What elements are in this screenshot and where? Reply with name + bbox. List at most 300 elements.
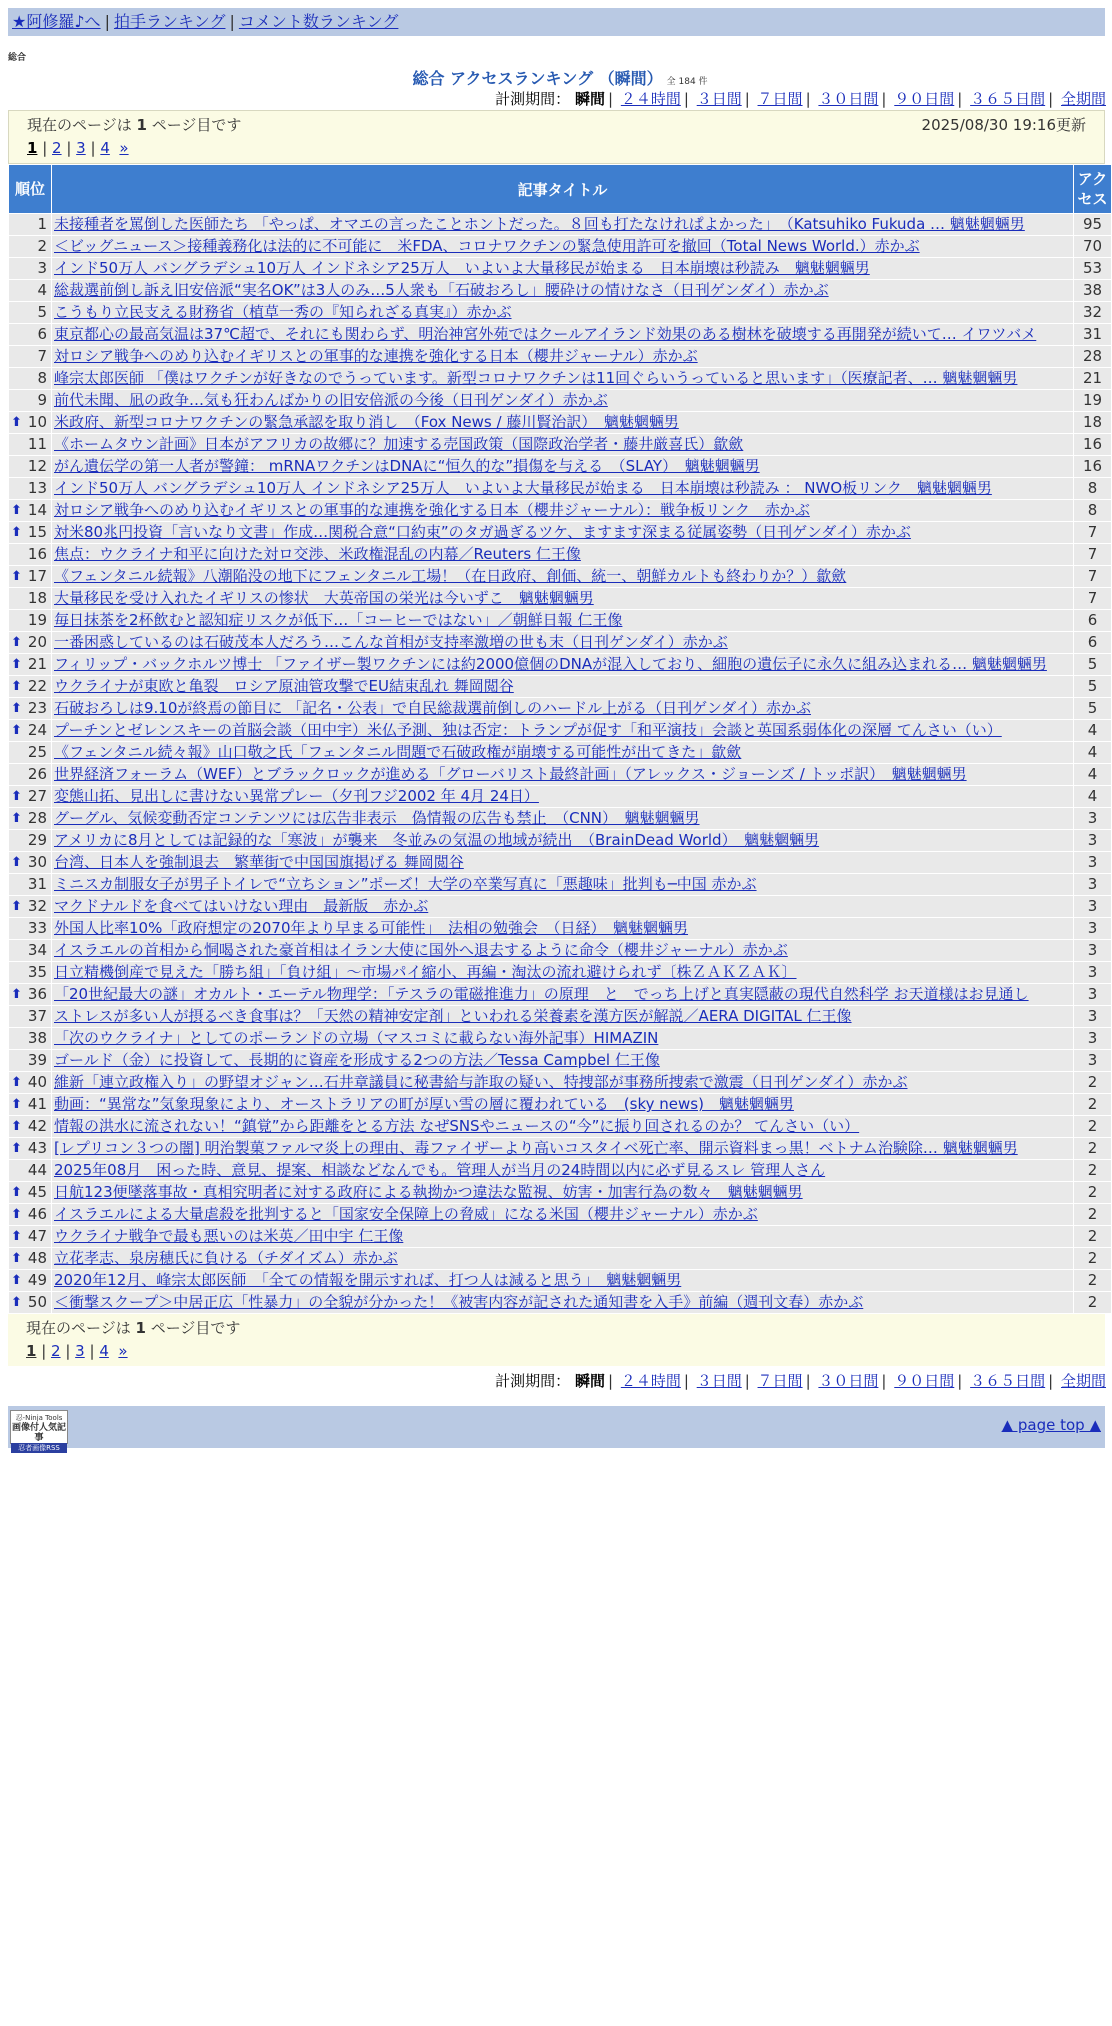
period-24h-link-bottom[interactable]: ２４時間 xyxy=(620,1372,681,1390)
rank-number: 2 xyxy=(37,237,47,255)
rank-cell xyxy=(9,676,51,697)
title-cell xyxy=(52,214,1073,235)
article-title-link[interactable]: 対ロシア戦争へのめり込むイギリスとの軍事的な連携を強化する日本（櫻井ジャーナル）：戦争板リンク 赤かぶ xyxy=(54,501,810,519)
table-row xyxy=(9,610,1111,631)
ranking-rows xyxy=(9,214,1111,1313)
arrow-up-icon: ⬆ xyxy=(11,525,22,540)
table-row xyxy=(9,1204,1111,1225)
table-row xyxy=(9,654,1111,675)
rank-number: 40 xyxy=(27,1073,47,1091)
rank-cell xyxy=(9,280,51,301)
access-count: 8 xyxy=(1074,500,1111,521)
page-1-current-bottom: 1 xyxy=(26,1342,37,1360)
rank-cell xyxy=(9,742,51,763)
rank-cell xyxy=(9,500,51,521)
article-title-link[interactable]: ＜ビッグニュース＞接種義務化は法的に不可能に 米FDA、コロナワクチンの緊急使用許可を撤回（Total News World.）赤かぶ xyxy=(54,237,920,255)
access-count: 3 xyxy=(1074,984,1111,1005)
rank-cell xyxy=(9,368,51,389)
period-3d-link-bottom[interactable]: ３日間 xyxy=(696,1372,742,1390)
rank-cell xyxy=(9,1182,51,1203)
access-count: 2 xyxy=(1074,1160,1111,1181)
rank-number: 30 xyxy=(27,853,47,871)
rank-number: 47 xyxy=(27,1227,47,1245)
article-title-link[interactable]: 変態山拓、見出しに書けない異常プレー（夕刊フジ2002 年 4月 24日） xyxy=(54,787,539,805)
rank-cell xyxy=(9,698,51,719)
pagination-top: 現在のページは 1 ページ目です 2025/08/30 19:16更新 1 | 2 | 3 | 4 » xyxy=(8,110,1105,164)
arrow-up-icon: ⬆ xyxy=(11,503,22,518)
rank-cell xyxy=(9,874,51,895)
ninja-rss-logo[interactable] xyxy=(10,1410,68,1452)
arrow-up-icon: ⬆ xyxy=(11,1075,22,1090)
title-cell xyxy=(52,478,1073,499)
table-row xyxy=(9,1028,1111,1049)
rank-number: 14 xyxy=(27,501,47,519)
rank-cell xyxy=(9,1050,51,1071)
rank-number: 1 xyxy=(37,215,47,233)
period-7d-link[interactable]: ７日間 xyxy=(757,90,803,108)
next-page-link[interactable]: » xyxy=(119,139,129,157)
article-title-link[interactable]: インド50万人 バングラデシュ10万人 インドネシア25万人 いよいよ大量移民が始まる 日本崩壊は秒読み 魑魅魍魎男 xyxy=(54,259,870,277)
title-cell xyxy=(52,1006,1073,1027)
title-cell xyxy=(52,1028,1073,1049)
rank-cell xyxy=(9,456,51,477)
rank-cell xyxy=(9,830,51,851)
access-count: 2 xyxy=(1074,1116,1111,1137)
period-90d-link[interactable]: ９０日間 xyxy=(894,90,955,108)
article-title-link[interactable]: 毎日抹茶を2杯飲むと認知症リスクが低下…「コーヒーではない」／朝鮮日報 仁王像 xyxy=(54,611,623,629)
updated-timestamp: 2025/08/30 19:16更新 xyxy=(921,116,1086,134)
rank-cell xyxy=(9,588,51,609)
access-count: 4 xyxy=(1074,764,1111,785)
header-count: アクセス xyxy=(1074,165,1111,213)
period-selector-top: 計測期間： 瞬間 | ２４時間 | ３日間 | ７日間 | ３０日間 | ９０日間 | ３６５日間 | 全期間 xyxy=(495,90,1106,108)
access-count: 95 xyxy=(1074,214,1111,235)
logo-line-3: 忍者画像RSS xyxy=(11,1443,67,1453)
arrow-up-icon: ⬆ xyxy=(11,723,22,738)
arrow-up-icon: ⬆ xyxy=(11,1251,22,1266)
table-row xyxy=(9,522,1111,543)
rank-number: 29 xyxy=(27,831,47,849)
table-row xyxy=(9,698,1111,719)
title-cell xyxy=(52,566,1073,587)
rank-number: 27 xyxy=(27,787,47,805)
rank-number: 25 xyxy=(27,743,47,761)
rank-number: 16 xyxy=(27,545,47,563)
article-title-link[interactable]: フィリップ・バックホルツ博士 「ファイザー製ワクチンには約2000億個のDNAが混入しており、細胞の遺伝子に永久に組み込まれる… 魑魅魍魎男 xyxy=(54,655,1047,673)
rank-cell xyxy=(9,1138,51,1159)
access-count: 4 xyxy=(1074,742,1111,763)
table-row xyxy=(9,412,1111,433)
rank-number: 22 xyxy=(27,677,47,695)
table-row xyxy=(9,346,1111,367)
header-title: 記事タイトル xyxy=(52,165,1073,213)
title-cell xyxy=(52,236,1073,257)
title-cell xyxy=(52,786,1073,807)
rank-number: 7 xyxy=(37,347,47,365)
rank-cell xyxy=(9,918,51,939)
title-cell xyxy=(52,962,1073,983)
article-title-link[interactable]: 大量移民を受け入れたイギリスの惨状 大英帝国の栄光は今いずこ 魑魅魍魎男 xyxy=(54,589,594,607)
article-title-link[interactable]: 《フェンタニル続報》八潮陥没の地下にフェンタニル工場！（在日政府、創価、統一、朝鮮カルトも終わりか？）歙歛 xyxy=(54,567,847,585)
rank-cell xyxy=(9,984,51,1005)
access-count: 3 xyxy=(1074,1028,1111,1049)
rank-cell xyxy=(9,214,51,235)
table-row xyxy=(9,280,1111,301)
rank-number: 44 xyxy=(27,1161,47,1179)
page-2-link-bottom[interactable]: 2 xyxy=(51,1342,61,1360)
arrow-up-icon: ⬆ xyxy=(11,1097,22,1112)
table-row xyxy=(9,1006,1111,1027)
article-title-link[interactable]: 《フェンタニル続々報》山口敬之氏「フェンタニル問題で石破政権が崩壊する可能性が出てきた」歙歛 xyxy=(54,743,742,761)
article-title-link[interactable]: 東京都心の最高気温は37℃超で、それにも関わらず、明治神宮外苑ではクールアイランド効果のある樹林を破壊する再開発が続いて… イワツバメ xyxy=(54,325,1037,343)
next-page-link-bottom[interactable]: » xyxy=(118,1342,128,1360)
access-count: 28 xyxy=(1074,346,1111,367)
rank-cell xyxy=(9,434,51,455)
rank-cell xyxy=(9,1006,51,1027)
rank-cell xyxy=(9,1226,51,1247)
title-cell xyxy=(52,588,1073,609)
table-row xyxy=(9,324,1111,345)
arrow-up-icon: ⬆ xyxy=(11,415,22,430)
title-cell xyxy=(52,522,1073,543)
page-4-link-bottom[interactable]: 4 xyxy=(99,1342,109,1360)
access-count: 19 xyxy=(1074,390,1111,411)
access-count: 2 xyxy=(1074,1226,1111,1247)
article-title-link[interactable]: 《ホームタウン計画》日本がアフリカの故郷に？加速する売国政策（国際政治学者・藤井厳喜氏）歙歛 xyxy=(54,435,744,453)
article-title-link[interactable]: インド50万人 バングラデシュ10万人 インドネシア25万人 いよいよ大量移民が始まる 日本崩壊は秒読み ： NWO板リンク 魑魅魍魎男 xyxy=(54,479,992,497)
article-title-link[interactable]: アメリカに8月としては記録的な「寒波」が襲来 冬並みの気温の地域が続出 （BrainDead World） 魑魅魍魎男 xyxy=(54,831,820,849)
footer-bar xyxy=(8,1406,1105,1452)
period-24h-link[interactable]: ２４時間 xyxy=(620,90,681,108)
rank-number: 3 xyxy=(37,259,47,277)
access-count: 4 xyxy=(1074,786,1111,807)
table-row xyxy=(9,1116,1111,1137)
period-all-link-bottom[interactable]: 全期間 xyxy=(1060,1372,1106,1390)
rank-number: 42 xyxy=(27,1117,47,1135)
rank-cell xyxy=(9,962,51,983)
arrow-up-icon: ⬆ xyxy=(11,789,22,804)
table-row xyxy=(9,1094,1111,1115)
arrow-up-icon: ⬆ xyxy=(11,1295,22,1310)
table-row xyxy=(9,544,1111,565)
article-title-link[interactable]: グーグル、気候変動否定コンテンツには広告非表示 偽情報の広告も禁止 （CNN） 魑魅魍魎男 xyxy=(54,809,700,827)
rank-cell xyxy=(9,896,51,917)
rank-cell xyxy=(9,940,51,961)
ranking-table xyxy=(8,164,1112,1314)
period-7d-link-bottom[interactable]: ７日間 xyxy=(757,1372,803,1390)
article-title-link[interactable]: マクドナルドを食べてはいけない理由 最新版 赤かぶ xyxy=(54,897,429,915)
access-count: 16 xyxy=(1074,456,1111,477)
current-page-text: 現在のページは 1 ページ目です xyxy=(27,116,242,134)
article-title-link[interactable]: 対ロシア戦争へのめり込むイギリスとの軍事的な連携を強化する日本（櫻井ジャーナル）赤かぶ xyxy=(54,347,698,365)
ranking-title: 総合 アクセスランキング （瞬間） xyxy=(412,69,663,88)
title-cell xyxy=(52,1138,1073,1159)
article-title-link[interactable]: 維新「連立政権入り」の野望オジャン…石井章議員に秘書給与詐取の疑い、特捜部が事務所捜索で激震（日刊ゲンダイ）赤かぶ xyxy=(54,1073,908,1091)
rank-cell xyxy=(9,786,51,807)
article-title-link[interactable]: 台湾、日本人を強制退去 繁華街で中国国旗掲げる 舞岡閲谷 xyxy=(54,853,464,871)
table-row xyxy=(9,896,1111,917)
access-count: 6 xyxy=(1074,610,1111,631)
title-cell xyxy=(52,1292,1073,1313)
title-cell xyxy=(52,984,1073,1005)
article-title-link[interactable]: 2020年12月、峰宗太郎医師 「全ての情報を開示すれば、打つ人は減ると思う」 魑魅魍魎男 xyxy=(54,1271,682,1289)
rank-number: 10 xyxy=(27,413,47,431)
arrow-up-icon: ⬆ xyxy=(11,635,22,650)
rank-cell xyxy=(9,390,51,411)
logo-line-1: 忍-Ninja Tools xyxy=(15,1414,63,1422)
title-cell xyxy=(52,500,1073,521)
rank-cell xyxy=(9,632,51,653)
access-count: 2 xyxy=(1074,1270,1111,1291)
applause-ranking-link[interactable]: 拍手ランキング xyxy=(113,12,226,31)
article-title-link[interactable]: ミニスカ制服女子が男子トイレで“立ちション”ポーズ！大学の卒業写真に「悪趣味」批判も─中国 赤かぶ xyxy=(54,875,757,893)
access-count: 3 xyxy=(1074,1006,1111,1027)
table-row xyxy=(9,258,1111,279)
article-title-link[interactable]: 米政府、新型コロナワクチンの緊急承認を取り消し （Fox News / 藤川賢治訳） 魑魅魍魎男 xyxy=(54,413,679,431)
rank-number: 31 xyxy=(27,875,47,893)
table-row xyxy=(9,1050,1111,1071)
pagination-bottom: 現在のページは 1 ページ目です 1 | 2 | 3 | 4 » xyxy=(8,1314,1105,1366)
rank-number: 36 xyxy=(27,985,47,1003)
page-1-current: 1 xyxy=(27,139,38,157)
page-3-link[interactable]: 3 xyxy=(76,139,86,157)
article-title-link[interactable]: 総裁選前倒し訴え旧安倍派“実名OK”は3人のみ…5人衆も「石破おろし」腰砕けの情けなさ（日刊ゲンダイ）赤かぶ xyxy=(54,281,829,299)
article-title-link[interactable]: 一番困惑しているのは石破茂本人だろう…こんな首相が支持率激増の世も末（日刊ゲンダイ）赤かぶ xyxy=(54,633,728,651)
table-row xyxy=(9,676,1111,697)
title-cell xyxy=(52,918,1073,939)
access-count: 3 xyxy=(1074,918,1111,939)
article-title-link[interactable]: ウクライナ戦争で最も悪いのは米英／田中宇 仁王像 xyxy=(54,1227,404,1245)
table-row xyxy=(9,456,1111,477)
table-row xyxy=(9,478,1111,499)
access-count: 70 xyxy=(1074,236,1111,257)
home-link[interactable]: ★阿修羅♪へ xyxy=(12,12,101,31)
arrow-up-icon: ⬆ xyxy=(11,701,22,716)
article-title-link[interactable]: ＜衝撃スクープ＞中居正広「性暴力」の全貌が分かった！《被害内容が記された通知書を入手》前編（週刊文春）赤かぶ xyxy=(54,1293,864,1311)
rank-cell xyxy=(9,1248,51,1269)
title-cell xyxy=(52,258,1073,279)
table-row xyxy=(9,720,1111,741)
period-365d-link[interactable]: ３６５日間 xyxy=(970,90,1046,108)
article-title-link[interactable]: 前代未聞、凪の政争…気も狂わんばかりの旧安倍派の今後（日刊ゲンダイ）赤かぶ xyxy=(54,391,608,409)
title-cell xyxy=(52,852,1073,873)
access-count: 3 xyxy=(1074,808,1111,829)
rank-number: 34 xyxy=(27,941,47,959)
rank-number: 13 xyxy=(27,479,47,497)
nav-separator: | xyxy=(104,12,110,31)
article-title-link[interactable]: 峰宗太郎医師 「僕はワクチンが好きなのでうっています。新型コロナワクチンは11回ぐらいうっていると思います」（医療記者、… 魑魅魍魎男 xyxy=(54,369,1018,387)
table-row xyxy=(9,632,1111,653)
rank-number: 45 xyxy=(27,1183,47,1201)
table-row xyxy=(9,214,1111,235)
rank-number: 48 xyxy=(27,1249,47,1267)
arrow-up-icon: ⬆ xyxy=(11,657,22,672)
table-row xyxy=(9,302,1111,323)
article-title-link[interactable]: ゴールド（金）に投資して、長期的に資産を形成する2つの方法／Tessa Campbel 仁王像 xyxy=(54,1051,660,1069)
rank-number: 23 xyxy=(27,699,47,717)
table-row xyxy=(9,588,1111,609)
title-cell xyxy=(52,676,1073,697)
table-row xyxy=(9,984,1111,1005)
rank-cell xyxy=(9,1028,51,1049)
table-row xyxy=(9,918,1111,939)
article-title-link[interactable]: 世界経済フォーラム（WEF）とブラックロックが進める「グローバリスト最終計画」（アレックス・ジョーンズ / トッポ訳） 魑魅魍魎男 xyxy=(54,765,967,783)
title-cell xyxy=(52,632,1073,653)
rank-cell xyxy=(9,1292,51,1313)
table-row xyxy=(9,962,1111,983)
category-label: 総合 xyxy=(8,53,27,63)
rank-cell xyxy=(9,1270,51,1291)
page-top-link[interactable]: ▲ page top ▲ xyxy=(1001,1416,1101,1434)
title-cell xyxy=(52,434,1073,455)
title-cell xyxy=(52,1204,1073,1225)
title-cell xyxy=(52,720,1073,741)
table-row xyxy=(9,1248,1111,1269)
article-title-link[interactable]: [レプリコン３つの闇] 明治製菓ファルマ炎上の理由、毒ファイザーより高いコスタイベ死亡率、開示資料まっ黒！ベトナム治験除… 魑魅魍魎男 xyxy=(54,1139,1018,1157)
rank-number: 41 xyxy=(27,1095,47,1113)
title-cell xyxy=(52,412,1073,433)
access-count: 3 xyxy=(1074,1050,1111,1071)
top-nav-bar xyxy=(8,8,1105,36)
arrow-up-icon: ⬆ xyxy=(11,1273,22,1288)
access-count: 31 xyxy=(1074,324,1111,345)
page-4-link[interactable]: 4 xyxy=(100,139,110,157)
rank-number: 50 xyxy=(27,1293,47,1311)
page-2-link[interactable]: 2 xyxy=(52,139,62,157)
access-count: 3 xyxy=(1074,962,1111,983)
table-row xyxy=(9,874,1111,895)
period-365d-link-bottom[interactable]: ３６５日間 xyxy=(970,1372,1046,1390)
article-title-link[interactable]: 石破おろしは9.10が終焉の節目に 「記名・公表」で自民総裁選前倒しのハードル上がる（日刊ゲンダイ）赤かぶ xyxy=(54,699,811,717)
arrow-up-icon: ⬆ xyxy=(11,899,22,914)
table-row xyxy=(9,1292,1111,1313)
title-cell xyxy=(52,390,1073,411)
access-count: 3 xyxy=(1074,874,1111,895)
article-title-link[interactable]: ウクライナが東欧と亀裂 ロシア原油管攻撃でEU結束乱れ 舞岡閲谷 xyxy=(54,677,514,695)
title-cell xyxy=(52,1116,1073,1137)
rank-number: 19 xyxy=(27,611,47,629)
table-row xyxy=(9,434,1111,455)
table-row xyxy=(9,368,1111,389)
page-3-link-bottom[interactable]: 3 xyxy=(75,1342,85,1360)
title-cell xyxy=(52,1248,1073,1269)
rank-number: 32 xyxy=(27,897,47,915)
article-title-link[interactable]: プーチンとゼレンスキーの首脳会談（田中宇）米仏予測、独は否定：トランプが促す「和平演技」会談と英国系弱体化の深層 てんさい（い） xyxy=(54,721,1002,739)
title-cell xyxy=(52,280,1073,301)
table-row xyxy=(9,500,1111,521)
arrow-up-icon: ⬆ xyxy=(11,1185,22,1200)
comment-ranking-link[interactable]: コメント数ランキング xyxy=(238,12,399,31)
rank-number: 17 xyxy=(27,567,47,585)
access-count: 18 xyxy=(1074,412,1111,433)
header-rank: 順位 xyxy=(9,165,51,213)
arrow-up-icon: ⬆ xyxy=(11,1141,22,1156)
title-cell xyxy=(52,1050,1073,1071)
article-title-link[interactable]: 外国人比率10%「政府想定の2070年より早まる可能性」 法相の勉強会 （日経） 魑魅魍魎男 xyxy=(54,919,689,937)
rank-number: 26 xyxy=(27,765,47,783)
table-row xyxy=(9,236,1111,257)
table-row xyxy=(9,1160,1111,1181)
current-page-text-bottom: 現在のページは 1 ページ目です xyxy=(26,1319,241,1337)
table-row xyxy=(9,566,1111,587)
article-title-link[interactable]: 「20世紀最大の謎」オカルト・エーテル物理学：「テスラの電磁推進力」の原理 と でっち上げと真実隠蔽の現代自然科学 お天道様はお見通し xyxy=(54,985,1029,1003)
access-count: 5 xyxy=(1074,676,1111,697)
period-90d-link-bottom[interactable]: ９０日間 xyxy=(894,1372,955,1390)
access-count: 3 xyxy=(1074,830,1111,851)
rank-number: 49 xyxy=(27,1271,47,1289)
article-title-link[interactable]: 立花孝志、泉房穂氏に負ける（チダイズム）赤かぶ xyxy=(54,1249,398,1267)
arrow-up-icon: ⬆ xyxy=(11,987,22,1002)
article-title-link[interactable]: 「次のウクライナ」としてのポーランドの立場（マスコミに載らない海外記事）HIMAZIN xyxy=(54,1029,659,1047)
table-row xyxy=(9,1072,1111,1093)
access-count: 7 xyxy=(1074,566,1111,587)
article-title-link[interactable]: 日立精機倒産で見えた「勝ち組」「負け組」～市場パイ縮小、再編・淘汰の流れ避けられず〔株ＺＡＫＺＡＫ〕 xyxy=(54,963,797,981)
access-count: 7 xyxy=(1074,522,1111,543)
table-row xyxy=(9,852,1111,873)
period-30d-link[interactable]: ３０日間 xyxy=(818,90,879,108)
title-cell xyxy=(52,654,1073,675)
title-cell xyxy=(52,742,1073,763)
title-cell xyxy=(52,1226,1073,1247)
article-title-link[interactable]: 対米80兆円投資「言いなり文書」作成…関税合意“口約束”のタガ過ぎるツケ、ますます深まる従属姿勢（日刊ゲンダイ）赤かぶ xyxy=(54,523,911,541)
period-3d-link[interactable]: ３日間 xyxy=(696,90,742,108)
article-title-link[interactable]: イスラエルによる大量虐殺を批判すると「国家安全保障上の脅威」になる米国（櫻井ジャーナル）赤かぶ xyxy=(54,1205,758,1223)
access-count: 8 xyxy=(1074,478,1111,499)
period-all-link[interactable]: 全期間 xyxy=(1060,90,1106,108)
title-cell xyxy=(52,874,1073,895)
article-title-link[interactable]: 焦点：ウクライナ和平に向けた対ロ交渉、米政権混乱の内幕／Reuters 仁王像 xyxy=(54,545,581,563)
access-count: 2 xyxy=(1074,1292,1111,1313)
rank-cell xyxy=(9,346,51,367)
rank-number: 12 xyxy=(27,457,47,475)
arrow-up-icon: ⬆ xyxy=(11,811,22,826)
article-title-link[interactable]: 日航123便墜落事故・真相究明者に対する政府による執拗かつ違法な監視、妨害・加害行為の数々 魑魅魍魎男 xyxy=(54,1183,803,1201)
article-title-link[interactable]: ストレスが多い人が摂るべき食事は？「天然の精神安定剤」といわれる栄養素を漢方医が解説／AERA DIGITAL 仁王像 xyxy=(54,1007,852,1025)
article-title-link[interactable]: 動画：“異常な”気象現象により、オーストラリアの町が厚い雪の層に覆われている (sky news) 魑魅魍魎男 xyxy=(54,1095,794,1113)
rank-cell xyxy=(9,1072,51,1093)
access-count: 2 xyxy=(1074,1248,1111,1269)
article-title-link[interactable]: イスラエルの首相から恫喝された豪首相はイラン大使に国外へ退去するように命令（櫻井ジャーナル）赤かぶ xyxy=(54,941,788,959)
access-count: 5 xyxy=(1074,654,1111,675)
article-title-link[interactable]: がん遺伝学の第一人者が警鐘： mRNAワクチンはDNAに“恒久的な”損傷を与える （SLAY） 魑魅魍魎男 xyxy=(54,457,760,475)
access-count: 2 xyxy=(1074,1138,1111,1159)
rank-number: 5 xyxy=(37,303,47,321)
table-row xyxy=(9,1270,1111,1291)
title-cell xyxy=(52,1072,1073,1093)
article-title-link[interactable]: こうもり立民支える財務省（植草一秀の『知られざる真実』）赤かぶ xyxy=(54,303,512,321)
rank-cell xyxy=(9,412,51,433)
rank-number: 9 xyxy=(37,391,47,409)
title-cell xyxy=(52,896,1073,917)
access-count: 3 xyxy=(1074,896,1111,917)
article-title-link[interactable]: 2025年08月 困った時、意見、提案、相談などなんでも。管理人が当月の24時間以内に必ず見るスレ 管理人さん xyxy=(54,1161,826,1179)
title-cell xyxy=(52,808,1073,829)
rank-cell xyxy=(9,1204,51,1225)
arrow-up-icon: ⬆ xyxy=(11,1229,22,1244)
title-cell xyxy=(52,698,1073,719)
rank-cell xyxy=(9,720,51,741)
access-count: 2 xyxy=(1074,1094,1111,1115)
period-30d-link-bottom[interactable]: ３０日間 xyxy=(818,1372,879,1390)
article-title-link[interactable]: 未接種者を罵倒した医師たち 「やっぱ、オマエの言ったことホントだった。８回も打たなけれぱよかった」 （Katsuhiko Fukuda … 魑魅魍魎男 xyxy=(54,215,1025,233)
rank-number: 11 xyxy=(27,435,47,453)
access-count: 53 xyxy=(1074,258,1111,279)
table-row xyxy=(9,390,1111,411)
table-row xyxy=(9,786,1111,807)
rank-cell xyxy=(9,654,51,675)
rank-number: 33 xyxy=(27,919,47,937)
article-title-link[interactable]: 情報の洪水に流されない！“鎮覚”から距離をとる方法 なぜSNSやニュースの“今”に振り回されるのか？ てんさい（い） xyxy=(54,1117,860,1135)
